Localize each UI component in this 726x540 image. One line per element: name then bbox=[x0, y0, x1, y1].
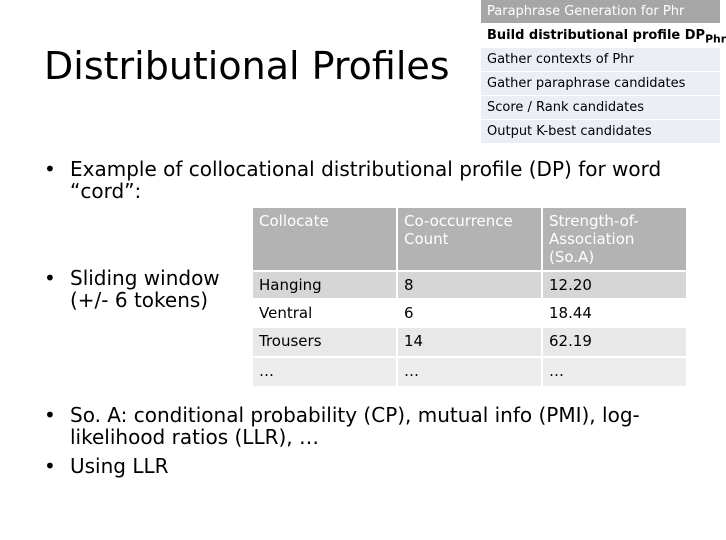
bullet-dot: • bbox=[44, 403, 56, 427]
step-score-rank bbox=[481, 96, 720, 120]
bullet-soa bbox=[44, 404, 694, 448]
cell-count: 8 bbox=[398, 272, 541, 298]
bullet-dot: • bbox=[44, 266, 56, 290]
step-build-profile-subscript: Phr bbox=[705, 32, 726, 46]
cell-count: … bbox=[398, 358, 541, 386]
table-header-row bbox=[253, 208, 686, 270]
step-gather-contexts bbox=[481, 48, 720, 72]
step-score-rank-text: Score / Rank candidates bbox=[487, 100, 644, 115]
steps-header-text: Paraphrase Generation for Phr bbox=[487, 4, 685, 19]
header-soa: Strength-of-Association (So.A) bbox=[543, 208, 686, 270]
step-output bbox=[481, 120, 720, 144]
table-row bbox=[253, 328, 686, 356]
table-row bbox=[253, 272, 686, 298]
bullet-window bbox=[44, 267, 244, 311]
bullet-example bbox=[44, 158, 694, 202]
step-build-profile-text: Build distributional profile DP bbox=[487, 28, 706, 43]
cell-collocate: Hanging bbox=[253, 272, 396, 298]
step-gather-candidates-text: Gather paraphrase candidates bbox=[487, 76, 686, 91]
bullet-llr-text: Using LLR bbox=[70, 454, 169, 478]
table-row bbox=[253, 358, 686, 386]
bullet-soa-text: So. A: conditional probability (CP), mutual info (PMI), log-likelihood ratios (LLR), … bbox=[70, 403, 640, 449]
step-build-profile bbox=[481, 24, 726, 48]
cell-collocate: Ventral bbox=[253, 300, 396, 326]
slide-title: Distributional Profiles bbox=[44, 44, 450, 88]
cell-collocate: Trousers bbox=[253, 328, 396, 356]
cell-soa: 62.19 bbox=[543, 328, 686, 356]
header-collocate: Collocate bbox=[253, 208, 396, 270]
step-gather-candidates bbox=[481, 72, 720, 96]
bullet-llr bbox=[44, 455, 694, 477]
cell-count: 6 bbox=[398, 300, 541, 326]
steps-header bbox=[481, 0, 720, 24]
cell-soa: 12.20 bbox=[543, 272, 686, 298]
bullet-example-text: Example of collocational distributional profile (DP) for word “cord”: bbox=[70, 157, 662, 203]
table-row bbox=[253, 300, 686, 326]
step-gather-contexts-text: Gather contexts of Phr bbox=[487, 52, 634, 67]
header-count: Co-occurrence Count bbox=[398, 208, 541, 270]
bullet-dot: • bbox=[44, 157, 56, 181]
collocation-table bbox=[251, 206, 688, 388]
cell-count: 14 bbox=[398, 328, 541, 356]
cell-soa: 18.44 bbox=[543, 300, 686, 326]
cell-soa: … bbox=[543, 358, 686, 386]
bullet-dot: • bbox=[44, 454, 56, 478]
process-steps-panel bbox=[481, 0, 726, 144]
bullet-window-text: Sliding window (+/- 6 tokens) bbox=[70, 266, 220, 312]
cell-collocate: … bbox=[253, 358, 396, 386]
step-output-text: Output K-best candidates bbox=[487, 124, 652, 139]
